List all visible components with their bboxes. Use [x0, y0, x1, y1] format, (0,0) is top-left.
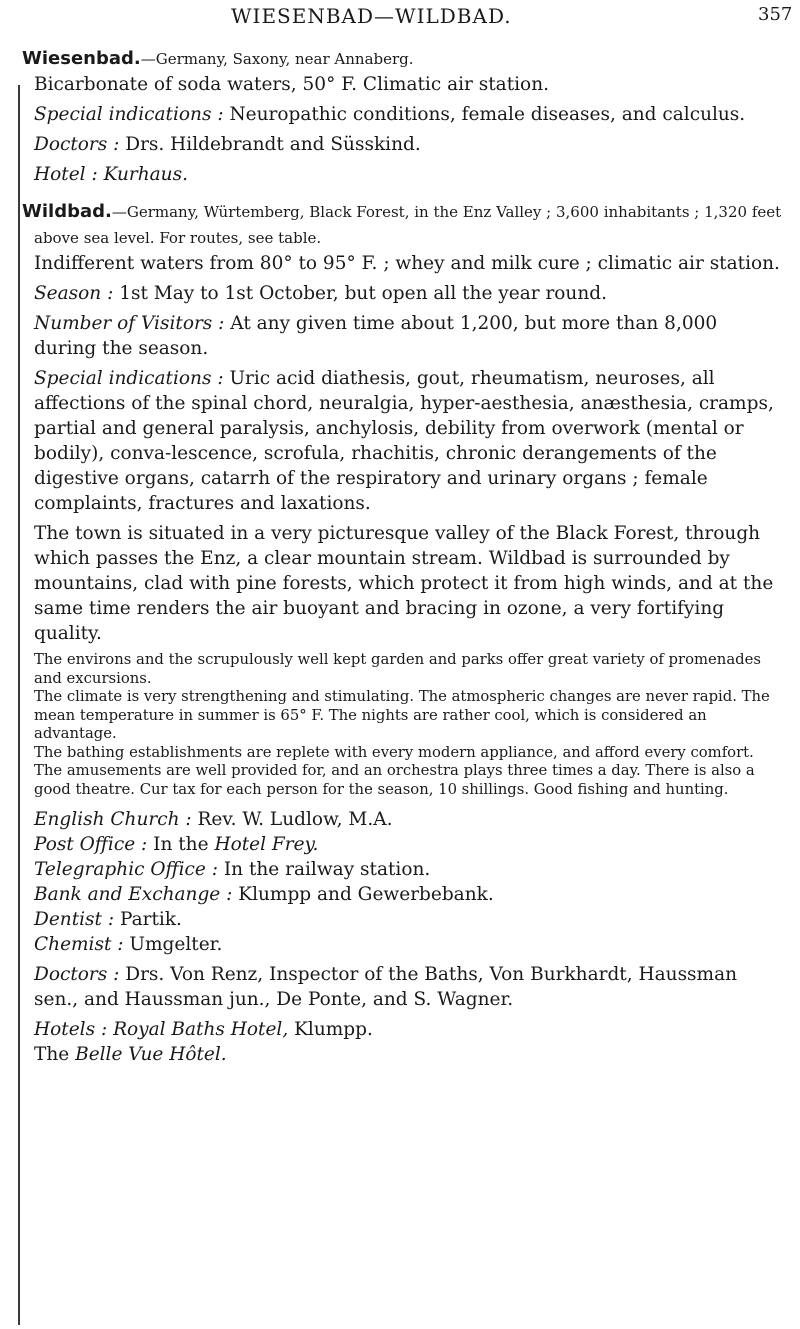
field-value: 1st May to 1st October, but open all the year round. — [113, 283, 607, 304]
field-value-hotel: Royal Baths Hotel, — [107, 1019, 289, 1040]
field-label: Doctors : — [34, 964, 120, 985]
field-value: Uric acid diathesis, gout, rheumatism, neuroses, all affections of the spinal chord, neuralgia, hyper-aesthesia, anæsthesia, cramps, partial and general paralysis, anchylosis, debility from overwork (mental or bodily), conva-lescence, scrofula, rhachitis, chronic derangements of the digestive organs, catarrh of the respiratory and urinary organs ; female complaints, fractures and laxations. — [34, 368, 774, 514]
wildbad-season — [34, 281, 784, 306]
wildbad-visitors — [34, 311, 784, 361]
field-value: Umgelter. — [123, 934, 223, 955]
wildbad-small-print — [34, 651, 784, 799]
wildbad-post — [34, 832, 784, 857]
entry-title: Wiesenbad. — [22, 48, 141, 69]
entry-wildbad — [22, 199, 784, 1067]
field-label: Chemist : — [34, 934, 124, 955]
entry-location: —Germany, Würtemberg, Black Forest, in the Enz Valley ; 3,600 inhabitants ; 1,320 feet above sea level. For routes, see table. — [34, 203, 782, 247]
field-value: In the — [147, 834, 215, 855]
page-number: 357 — [758, 4, 793, 25]
field-value: Kurhaus. — [97, 164, 188, 185]
wildbad-doctors — [34, 962, 784, 1012]
wildbad-chemist — [34, 932, 784, 957]
field-value: In the railway station. — [217, 859, 431, 880]
wildbad-description: The town is situated in a very picturesque valley of the Black Forest, through which passes the Enz, a clear mountain stream. Wildbad is surrounded by mountains, clad with pine forests, which protect it from high winds, and at the same time renders the air buoyant and bracing in ozone, a very fortifying quality. — [34, 523, 774, 644]
field-value: At any given time about 1,200, but more than 8,000 during the season. — [34, 313, 718, 359]
wildbad-telegraph — [34, 857, 784, 882]
small-paragraph: The amusements are well provided for, and an orchestra plays three times a day. There is also a good theatre. Cur tax for each person for the season, 10 shillings. Good fishing and hunting. — [34, 762, 755, 798]
wiesenbad-special — [34, 102, 784, 127]
field-value: Drs. Hildebrandt and Süsskind. — [119, 134, 421, 155]
wildbad-waters: Indifferent waters from 80° to 95° F. ; whey and milk cure ; climatic air station. — [34, 253, 780, 274]
entry-waters: Bicarbonate of soda waters, 50° F. Climatic air station. — [34, 74, 549, 95]
wildbad-special — [34, 366, 784, 516]
field-label: Telegraphic Office : — [34, 859, 218, 880]
field-value: Klumpp. — [288, 1019, 373, 1040]
wildbad-heading-line — [22, 199, 784, 251]
entry-title: Wildbad. — [22, 201, 112, 222]
field-value: Neuropathic conditions, female diseases, and calculus. — [223, 104, 746, 125]
field-label: English Church : — [34, 809, 192, 830]
field-label: Special indications : — [34, 368, 224, 389]
field-label: Number of Visitors : — [34, 313, 225, 334]
wildbad-church — [34, 807, 784, 832]
field-label: Hotel : — [34, 164, 98, 185]
wildbad-bank — [34, 882, 784, 907]
wiesenbad-hotel — [34, 162, 784, 187]
field-label: Bank and Exchange : — [34, 884, 233, 905]
small-paragraph: The environs and the scrupulously well kept garden and parks offer great variety of promenades and excursions. — [34, 651, 761, 687]
page-content — [22, 46, 784, 1079]
field-value-hotel: Hotel Frey. — [214, 834, 319, 855]
field-value: Klumpp and Gewerbebank. — [232, 884, 494, 905]
field-label: Hotels : — [34, 1019, 108, 1040]
page-header — [0, 0, 800, 40]
field-label: Post Office : — [34, 834, 148, 855]
entry-wiesenbad — [22, 46, 784, 187]
field-value-hotel: Belle Vue Hôtel. — [75, 1044, 227, 1065]
field-value: Partik. — [114, 909, 182, 930]
wiesenbad-doctors — [34, 132, 784, 157]
field-value: The — [34, 1044, 76, 1065]
small-paragraph: The climate is very strengthening and stimulating. The atmospheric changes are never rapid. The mean temperature in summer is 65° F. The nights are rather cool, which is considered an advantage. — [34, 688, 770, 742]
page-gutter-rule — [18, 85, 20, 1325]
running-title: WIESENBAD—WILDBAD. — [231, 4, 512, 28]
field-value: Rev. W. Ludlow, M.A. — [191, 809, 393, 830]
entry-location: —Germany, Saxony, near Annaberg. — [140, 50, 414, 68]
field-label: Doctors : — [34, 134, 120, 155]
field-label: Special indications : — [34, 104, 224, 125]
small-paragraph: The bathing establishments are replete with every modern appliance, and afford every comfort. — [34, 743, 754, 761]
wildbad-hotels — [34, 1017, 784, 1067]
field-value: Drs. Von Renz, Inspector of the Baths, Von Burkhardt, Haussman sen., and Haussman jun., De Ponte, and S. Wagner. — [34, 964, 738, 1010]
wiesenbad-heading-line — [22, 46, 784, 97]
field-label: Dentist : — [34, 909, 115, 930]
wildbad-dentist — [34, 907, 784, 932]
field-label: Season : — [34, 283, 114, 304]
